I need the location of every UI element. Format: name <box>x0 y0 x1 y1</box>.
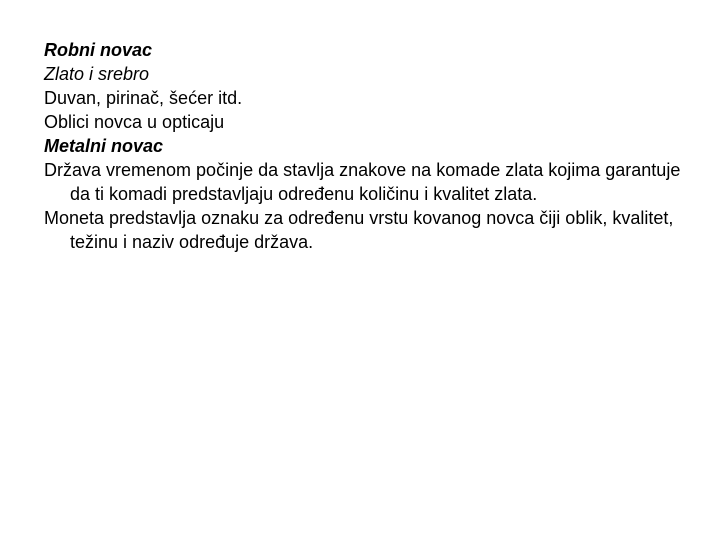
text-forms-of-money: Oblici novca u opticaju <box>44 112 225 132</box>
paragraph-state-marks: Država vremenom počinje da stavlja znakove na komade zlata kojima garantuje da ti komadi predstavljaju određenu količinu i kvalitet zlata. <box>44 160 681 204</box>
heading-commodity-money: Robni novac <box>44 40 153 60</box>
subheading-gold-silver: Zlato i srebro <box>44 64 150 84</box>
heading-metal-money: Metalni novac <box>44 136 164 156</box>
text-tobacco-rice-sugar: Duvan, pirinač, šećer itd. <box>44 88 243 108</box>
slide-text-body <box>44 38 684 254</box>
paragraph-coin-definition: Moneta predstavlja oznaku za određenu vrstu kovanog novca čiji oblik, kvalitet, težinu i naziv određuje država. <box>44 208 674 252</box>
